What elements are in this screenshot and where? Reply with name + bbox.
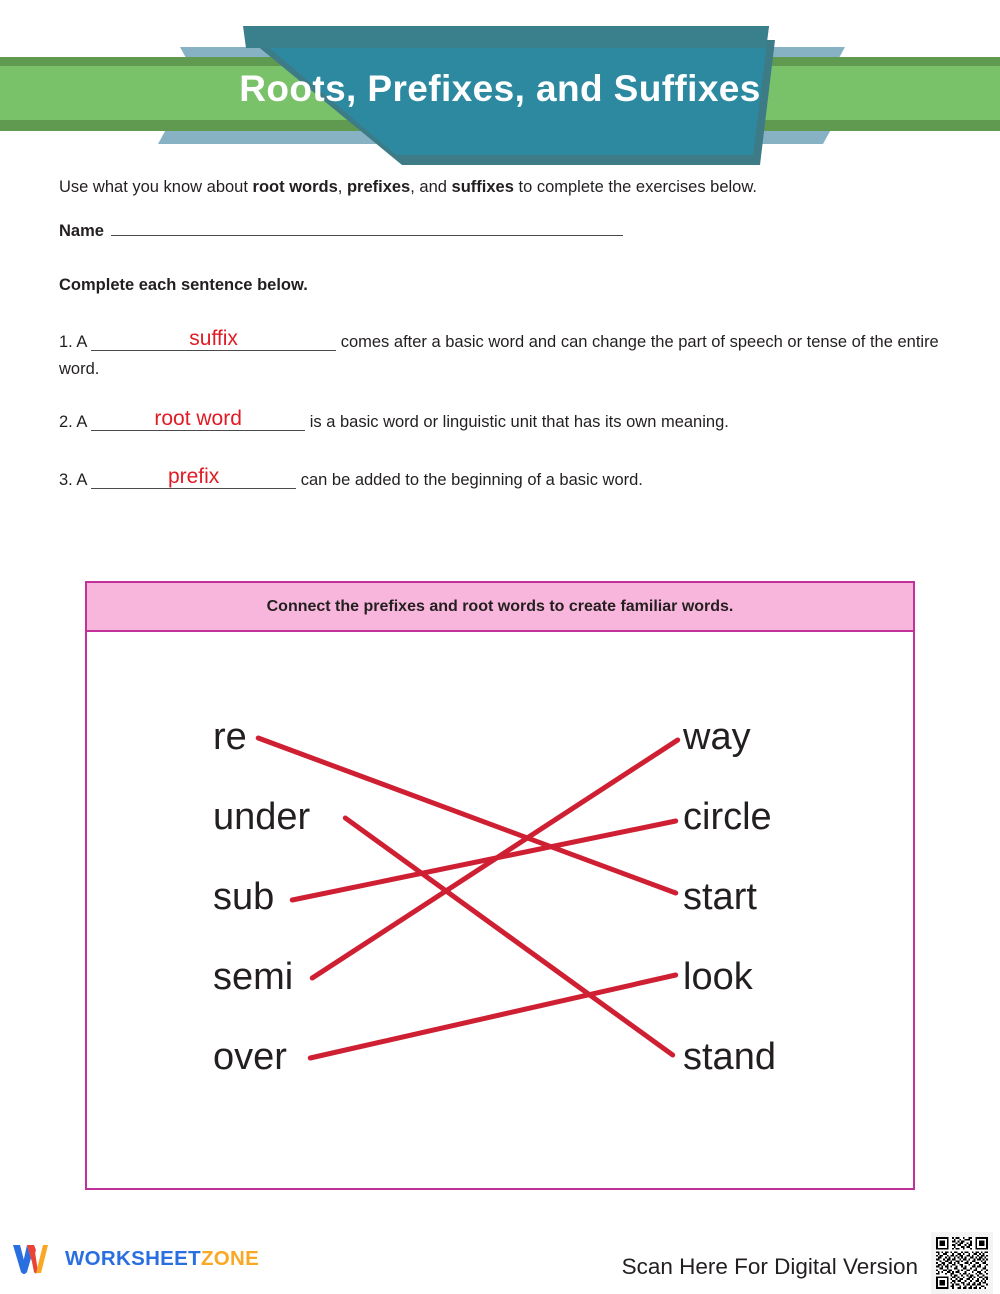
root-item-look[interactable]: look xyxy=(683,956,753,998)
prefix-item-under[interactable]: under xyxy=(213,796,311,838)
intro-bold-root-words: root words xyxy=(252,178,338,196)
qr-code[interactable] xyxy=(931,1232,993,1294)
prefix-item-sub[interactable]: sub xyxy=(213,876,275,918)
intro-bold-suffixes: suffixes xyxy=(451,178,514,196)
question-2-text: is a basic word or linguistic unit that has its own meaning. xyxy=(305,413,729,431)
question-3-answer: prefix xyxy=(167,465,220,488)
question-1-text: comes after a basic word and can change the part of speech or tense of the entire word. xyxy=(59,333,939,378)
match-line-re-start xyxy=(258,738,676,893)
question-3 xyxy=(59,467,949,494)
matching-body xyxy=(87,632,913,1189)
question-3-text: can be added to the beginning of a basic word. xyxy=(296,471,643,489)
prefix-item-semi[interactable]: semi xyxy=(213,956,294,998)
name-input[interactable] xyxy=(111,221,623,236)
match-line-semi-way xyxy=(312,740,677,978)
prefix-item-re[interactable]: re xyxy=(213,716,247,758)
brand-logo[interactable] xyxy=(10,1242,259,1276)
prefix-item-over[interactable]: over xyxy=(213,1036,287,1078)
intro-part-4: to complete the exercises below. xyxy=(513,178,757,196)
root-item-start[interactable]: start xyxy=(683,876,757,918)
root-item-stand[interactable]: stand xyxy=(683,1036,776,1078)
question-3-number: 3. A xyxy=(59,471,92,489)
page-title: Roots, Prefixes, and Suffixes xyxy=(239,68,761,109)
matching-lines xyxy=(87,632,913,1189)
worksheetzone-logo-icon xyxy=(10,1242,56,1276)
question-2-number: 2. A xyxy=(59,413,92,431)
question-2 xyxy=(59,409,949,436)
header-banner xyxy=(0,0,1000,172)
matching-instruction: Connect the prefixes and root words to create familiar words. xyxy=(87,583,913,632)
question-1-number: 1. A xyxy=(59,333,92,351)
brand-text-worksheet: WORKSHEET xyxy=(65,1247,201,1270)
question-1-blank[interactable] xyxy=(91,327,336,351)
question-3-blank[interactable] xyxy=(91,465,296,489)
root-item-way[interactable]: way xyxy=(683,716,751,758)
intro-text xyxy=(59,176,959,200)
footer xyxy=(0,1232,1000,1294)
intro-part-3: , and xyxy=(410,178,452,196)
qr-code-icon xyxy=(936,1237,988,1289)
root-item-circle[interactable]: circle xyxy=(683,796,772,838)
question-2-blank[interactable] xyxy=(91,407,305,431)
question-1 xyxy=(59,329,949,382)
question-2-answer: root word xyxy=(154,407,242,430)
intro-bold-prefixes: prefixes xyxy=(346,178,411,196)
brand-text-zone: ZONE xyxy=(200,1247,260,1270)
intro-part-2: , xyxy=(337,178,347,196)
matching-exercise-box xyxy=(85,581,915,1190)
brand-text xyxy=(65,1247,259,1271)
name-row xyxy=(59,221,623,241)
match-line-sub-circle xyxy=(292,821,675,900)
question-1-answer: suffix xyxy=(189,327,238,350)
scan-label: Scan Here For Digital Version xyxy=(621,1254,918,1279)
name-label: Name xyxy=(59,222,104,240)
banner-teal-topband xyxy=(243,26,769,48)
section-heading: Complete each sentence below. xyxy=(59,276,308,294)
intro-part-1: Use what you know about xyxy=(59,178,253,196)
